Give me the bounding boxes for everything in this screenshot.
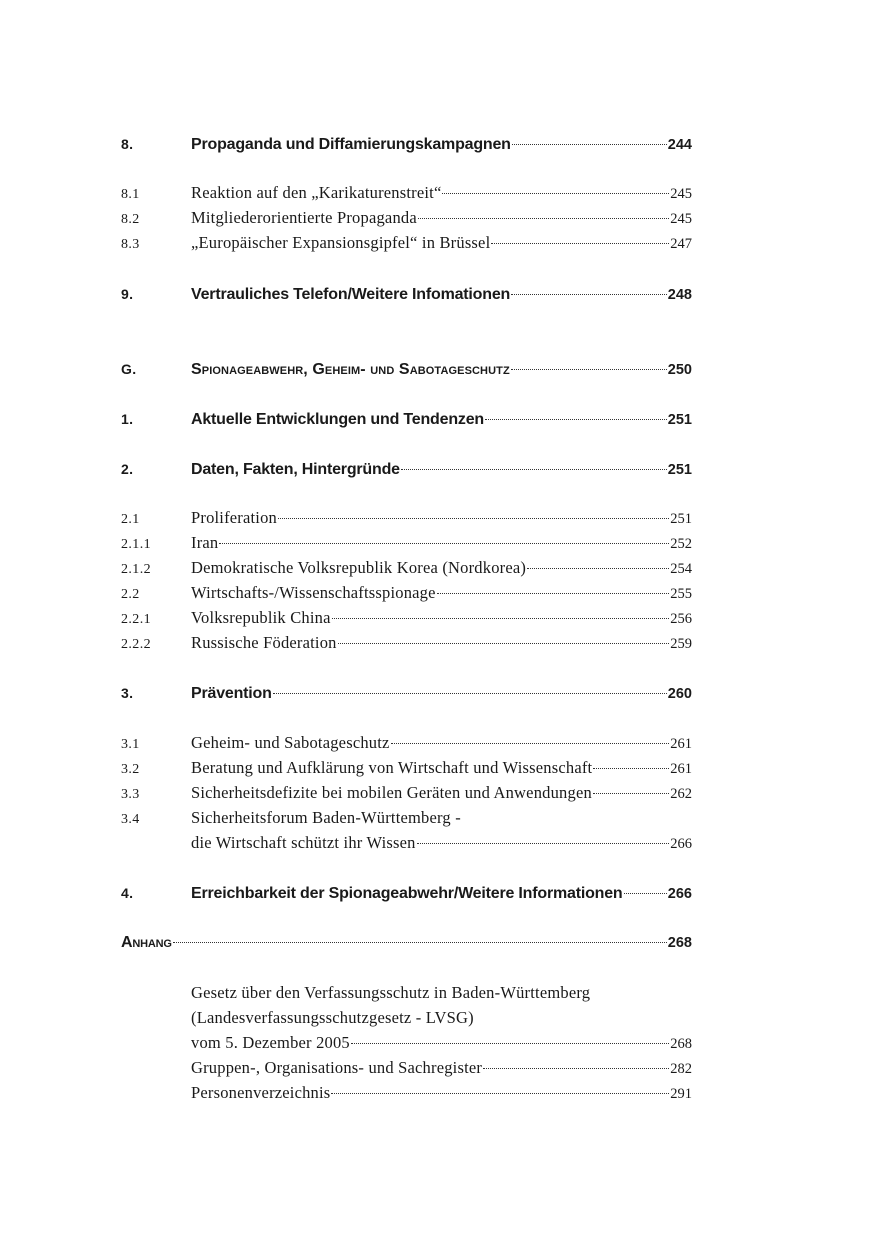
toc-page-number: 262 xyxy=(670,786,692,802)
toc-page-number: 251 xyxy=(667,412,692,428)
toc-title: Sicherheitsforum Baden-Württemberg - xyxy=(191,808,461,827)
toc-title: Mitgliederorientierte Propaganda xyxy=(191,208,417,227)
toc-page-number: 266 xyxy=(670,836,692,852)
dot-leader xyxy=(391,743,670,744)
toc-page-number: 245 xyxy=(670,211,692,227)
toc-entry-2-2[interactable] xyxy=(121,581,692,605)
dot-leader xyxy=(437,593,670,594)
toc-number: 2.2 xyxy=(121,587,140,602)
toc-entry-3-2[interactable] xyxy=(121,756,692,780)
toc-page-number: 254 xyxy=(670,561,692,577)
toc-page-number: 245 xyxy=(670,186,692,202)
toc-title: Volksrepublik China xyxy=(191,608,331,627)
toc-number: 2.2.2 xyxy=(121,637,151,652)
toc-number: G. xyxy=(121,361,137,377)
toc-entry-lvsg-line-2[interactable] xyxy=(121,1006,692,1030)
toc-title: Personenverzeichnis xyxy=(191,1083,331,1102)
dot-leader xyxy=(442,193,669,194)
toc-title: vom 5. Dezember 2005 xyxy=(191,1033,350,1052)
toc-title: (Landesverfassungsschutzgesetz - LVSG) xyxy=(191,1008,474,1027)
dot-leader xyxy=(173,942,667,943)
toc-entry-4[interactable] xyxy=(121,881,692,905)
toc-entry-1[interactable] xyxy=(121,407,692,431)
dot-leader xyxy=(483,1068,669,1069)
toc-entry-8-3[interactable] xyxy=(121,231,692,255)
toc-title: Proliferation xyxy=(191,508,277,527)
toc-title: „Europäischer Expansionsgipfel“ in Brüssel xyxy=(191,233,491,252)
toc-number: 3.1 xyxy=(121,737,140,752)
toc-title: Daten, Fakten, Hintergründe xyxy=(191,461,400,478)
toc-number: 3. xyxy=(121,685,134,701)
toc-entry-3-1[interactable] xyxy=(121,731,692,755)
toc-number: 8.1 xyxy=(121,187,140,202)
toc-number: 3.4 xyxy=(121,812,140,827)
toc-title: Geheim- und Sabotageschutz xyxy=(191,733,390,752)
toc-page-number: 250 xyxy=(667,362,692,378)
toc-entry-G[interactable] xyxy=(121,357,692,381)
toc-page-number: 268 xyxy=(670,1036,692,1052)
toc-title: Prävention xyxy=(191,685,272,702)
dot-leader xyxy=(491,243,669,244)
toc-entry-3-4-continued[interactable] xyxy=(121,831,692,855)
toc-title: Spionageabwehr, Geheim- und Sabotageschutz xyxy=(191,361,510,378)
dot-leader xyxy=(624,893,667,894)
toc-number: 8.3 xyxy=(121,237,140,252)
toc-entry-8[interactable] xyxy=(121,132,692,156)
toc-entry-9[interactable] xyxy=(121,282,692,306)
toc-page-number: 247 xyxy=(670,236,692,252)
toc-number: 9. xyxy=(121,286,134,302)
toc-number: 2.2.1 xyxy=(121,612,151,627)
toc-entry-personenverzeichnis[interactable] xyxy=(121,1081,692,1105)
toc-number: 8.2 xyxy=(121,212,140,227)
toc-page-number: 252 xyxy=(670,536,692,552)
dot-leader xyxy=(219,543,669,544)
toc-entry-2[interactable] xyxy=(121,457,692,481)
toc-page-number: 251 xyxy=(667,462,692,478)
toc-title: Reaktion auf den „Karikaturenstreit“ xyxy=(191,183,442,202)
toc-title: Russische Föderation xyxy=(191,633,337,652)
toc-page-number: 261 xyxy=(670,761,692,777)
toc-entry-8-1[interactable] xyxy=(121,181,692,205)
toc-entry-lvsg[interactable] xyxy=(121,981,692,1005)
dot-leader xyxy=(338,643,670,644)
toc-page-number: 291 xyxy=(670,1086,692,1102)
toc-page-number: 251 xyxy=(670,511,692,527)
toc-page-number: 248 xyxy=(667,287,692,303)
dot-leader xyxy=(351,1043,669,1044)
toc-number: 2.1.1 xyxy=(121,537,151,552)
toc-page-number: 268 xyxy=(667,935,692,951)
dot-leader xyxy=(332,618,670,619)
dot-leader xyxy=(527,568,669,569)
toc-entry-anhang[interactable] xyxy=(121,931,692,955)
dot-leader xyxy=(511,369,667,370)
dot-leader xyxy=(417,843,670,844)
toc-number: 3.3 xyxy=(121,787,140,802)
toc-title: Demokratische Volksrepublik Korea (Nordkorea) xyxy=(191,558,527,577)
toc-title: Propaganda und Diffamierungskampagnen xyxy=(191,136,511,153)
toc-page-number: 244 xyxy=(667,137,692,153)
toc-number: 8. xyxy=(121,136,134,152)
toc-number: 4. xyxy=(121,885,134,901)
toc-title: Anhang xyxy=(121,934,172,951)
toc-number: 3.2 xyxy=(121,762,140,777)
toc-entry-2-2-1[interactable] xyxy=(121,606,692,630)
toc-entry-2-1-1[interactable] xyxy=(121,531,692,555)
toc-title: Gesetz über den Verfassungsschutz in Baden-Württemberg xyxy=(191,983,591,1002)
dot-leader xyxy=(418,218,669,219)
dot-leader xyxy=(593,793,669,794)
dot-leader xyxy=(331,1093,669,1094)
toc-title: Iran xyxy=(191,533,219,552)
dot-leader xyxy=(593,768,669,769)
toc-number: 2.1 xyxy=(121,512,140,527)
dot-leader xyxy=(511,294,667,295)
toc-title: Sicherheitsdefizite bei mobilen Geräten und Anwendungen xyxy=(191,783,592,802)
toc-entry-3-3[interactable] xyxy=(121,781,692,805)
toc-entry-2-2-2[interactable] xyxy=(121,631,692,655)
toc-entry-2-1-2[interactable] xyxy=(121,556,692,580)
toc-entry-3[interactable] xyxy=(121,681,692,705)
toc-page-number: 260 xyxy=(667,686,692,702)
toc-title: die Wirtschaft schützt ihr Wissen xyxy=(191,833,416,852)
toc-entry-lvsg-line-3[interactable] xyxy=(121,1031,692,1055)
dot-leader xyxy=(512,144,667,145)
toc-page-number: 259 xyxy=(670,636,692,652)
toc-number: 1. xyxy=(121,411,134,427)
toc-entry-sachregister[interactable] xyxy=(121,1056,692,1080)
toc-number: 2.1.2 xyxy=(121,562,151,577)
toc-title: Gruppen-, Organisations- und Sachregister xyxy=(191,1058,483,1077)
toc-entry-2-1[interactable] xyxy=(121,506,692,530)
toc-entry-8-2[interactable] xyxy=(121,206,692,230)
dot-leader xyxy=(273,693,667,694)
toc-title: Erreichbarkeit der Spionageabwehr/Weitere Informationen xyxy=(191,885,623,902)
toc-title: Aktuelle Entwicklungen und Tendenzen xyxy=(191,411,484,428)
toc-entry-3-4[interactable] xyxy=(121,806,692,830)
toc-page-number: 256 xyxy=(670,611,692,627)
toc-page-number: 255 xyxy=(670,586,692,602)
dot-leader xyxy=(401,469,667,470)
toc-number: 2. xyxy=(121,461,134,477)
toc-page-number: 266 xyxy=(667,886,692,902)
toc-title: Vertrauliches Telefon/Weitere Infomationen xyxy=(191,286,511,303)
dot-leader xyxy=(485,419,667,420)
toc-page-number: 282 xyxy=(670,1061,692,1077)
toc-title: Beratung und Aufklärung von Wirtschaft und Wissenschaft xyxy=(191,758,593,777)
toc-title: Wirtschafts-/Wissenschaftsspionage xyxy=(191,583,436,602)
dot-leader xyxy=(278,518,669,519)
toc-page-number: 261 xyxy=(670,736,692,752)
